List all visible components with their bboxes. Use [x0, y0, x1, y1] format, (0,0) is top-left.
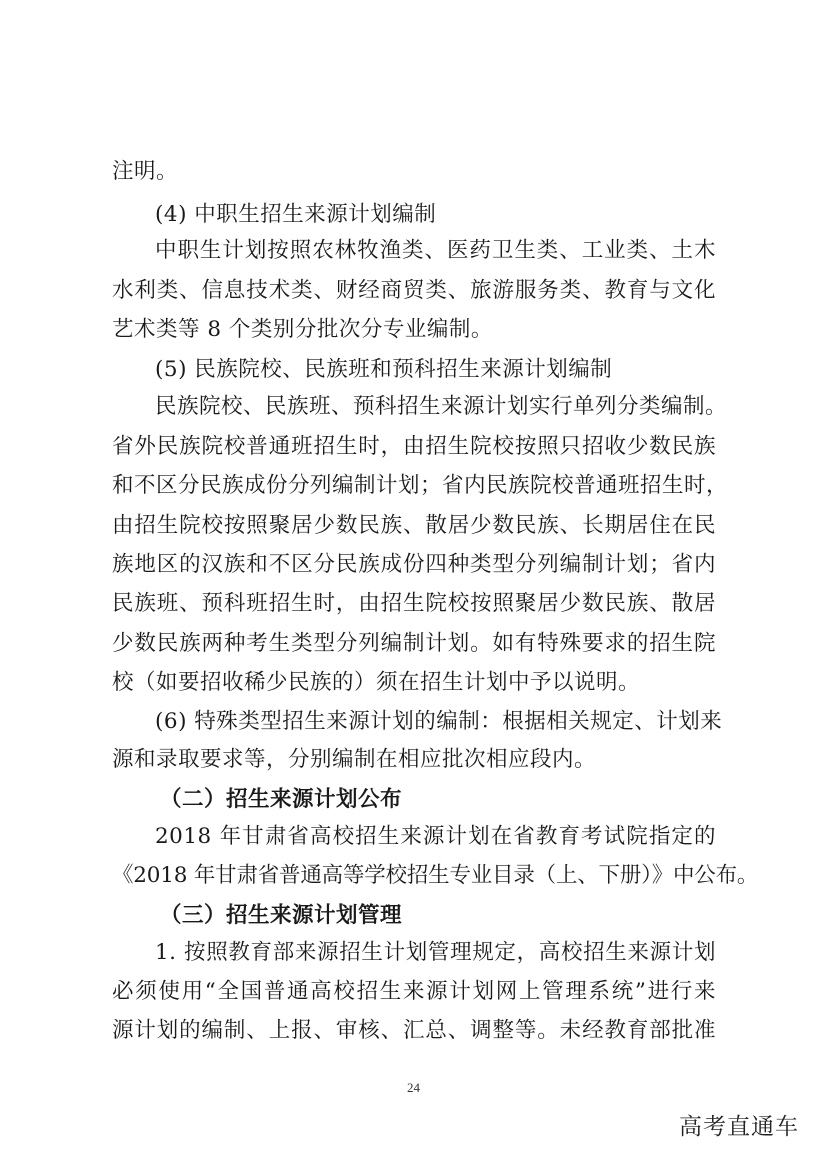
text-line: 中职生计划按照农林牧渔类、医药卫生类、工业类、土木 — [155, 238, 716, 263]
text-line: 民族班、预科班招生时，由招生院校按照聚居少数民族、散居 — [112, 591, 716, 616]
watermark-label: 高考直通车 — [679, 1114, 799, 1140]
text-line: 和不区分民族成份分列编制计划；省内民族院校普通班招生时， — [112, 473, 729, 498]
text-line: 《2018 年甘肃省普通高等学校招生专业目录（上、下册）》中公布。 — [112, 863, 759, 888]
section-subtitle-4: (4) 中职生招生来源计划编制 — [155, 202, 437, 227]
text-line: 校（如要招收稀少民族的）须在招生计划中予以说明。 — [112, 670, 641, 695]
text-line: 族地区的汉族和不区分民族成份四种类型分列编制计划；省内 — [112, 552, 716, 577]
page-number: 24 — [407, 1080, 420, 1095]
text-line: 源计划的编制、上报、审核、汇总、调整等。未经教育部批准 — [112, 1018, 716, 1043]
text-line: 源和录取要求等，分别编制在相应批次相应段内。 — [112, 747, 597, 772]
text-line: 注明。 — [112, 159, 179, 184]
text-line: 省外民族院校普通班招生时，由招生院校按照只招收少数民族 — [112, 434, 716, 459]
section-subtitle-5: (5) 民族院校、民族班和预科招生来源计划编制 — [155, 357, 613, 382]
text-line: 民族院校、民族班、预科招生来源计划实行单列分类编制。 — [155, 394, 728, 419]
text-line: 少数民族两种考生类型分列编制计划。如有特殊要求的招生院 — [112, 631, 716, 656]
section-heading-3: （三）招生来源计划管理 — [160, 903, 403, 928]
text-line: 必须使用“全国普通高校招生来源计划网上管理系统”进行来 — [112, 979, 716, 1004]
text-line: 艺术类等 8 个类别分批次分专业编制。 — [112, 317, 493, 342]
section-heading-2: （二）招生来源计划公布 — [160, 787, 403, 812]
text-line: 水利类、信息技术类、财经商贸类、旅游服务类、教育与文化 — [112, 278, 716, 303]
section-subtitle-6: (6) 特殊类型招生来源计划的编制：根据相关规定、计划来 — [155, 709, 723, 734]
text-line: 1. 按照教育部来源招生计划管理规定，高校招生来源计划 — [155, 940, 716, 965]
text-line: 由招生院校按照聚居少数民族、散居少数民族、长期居住在民 — [112, 513, 716, 538]
text-line: 2018 年甘肃省高校招生来源计划在省教育考试院指定的 — [155, 824, 716, 849]
